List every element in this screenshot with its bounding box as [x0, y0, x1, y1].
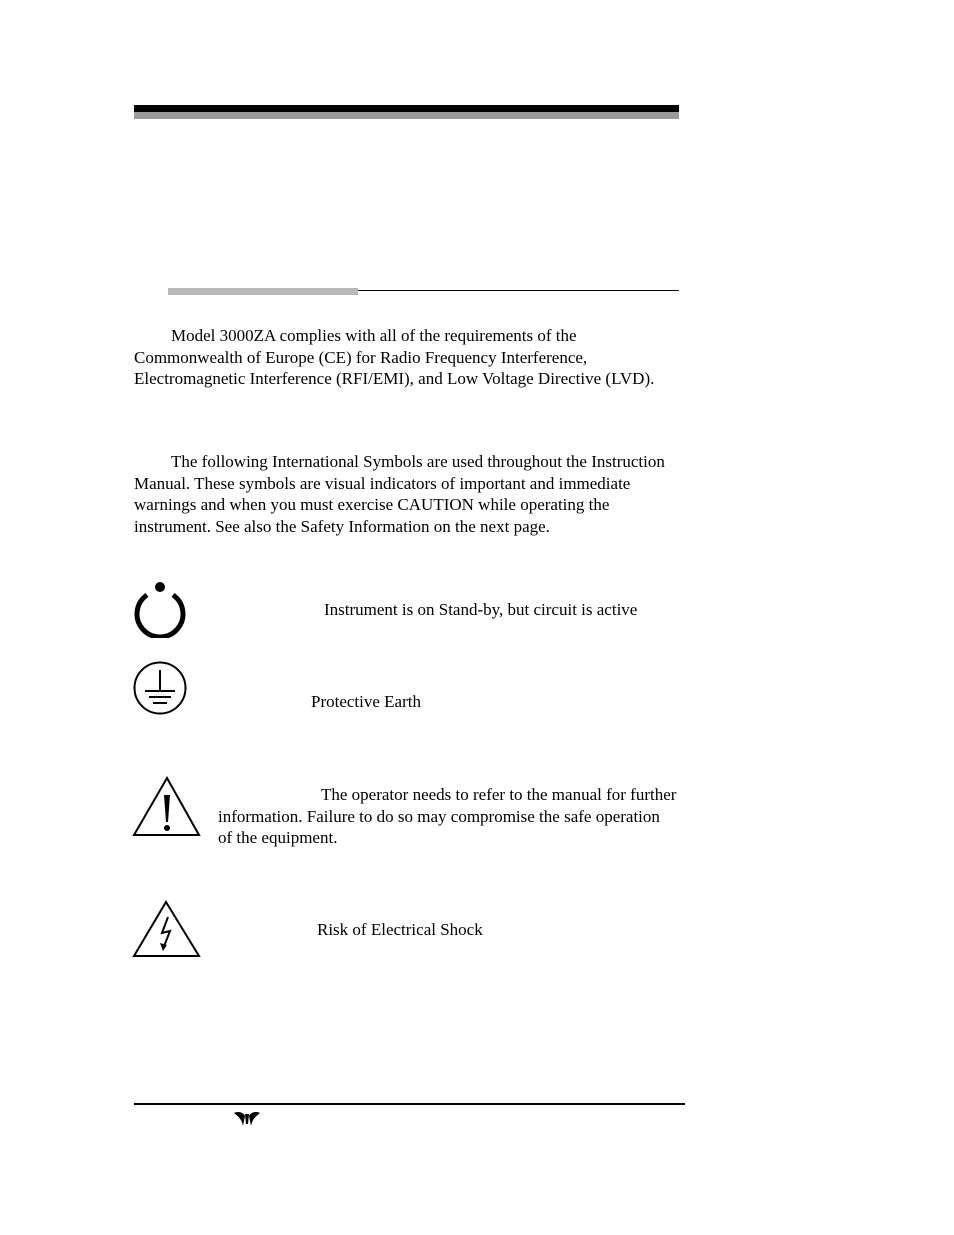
header-rule-gray [134, 112, 679, 119]
standby-label: Instrument is on Stand-by, but circuit is active [324, 600, 638, 619]
section-rule-line [358, 290, 679, 291]
caution-label: The operator needs to refer to the manual for further information. Failure to do so may compromise the safe operation of the equipment. [218, 785, 677, 847]
header-rule-black [134, 105, 679, 112]
teledyne-logo-icon [232, 1110, 262, 1128]
electrical-shock-label: Risk of Electrical Shock [317, 920, 483, 939]
section-rule-gray [168, 288, 358, 295]
protective-earth-icon [133, 660, 189, 716]
protective-earth-label: Protective Earth [311, 692, 421, 711]
symbols-intro-paragraph: The following International Symbols are used throughout the Instruction Manual. These symbols are visual indicators of important and immediate warnings and when you must exercise CAUTION while operating the instrument. See also the Safety Information on the next page. [134, 452, 665, 536]
standby-icon [133, 580, 187, 638]
electrical-shock-icon [132, 899, 202, 959]
compliance-paragraph: Model 3000ZA complies with all of the requirements of the Commonwealth of Europe (CE) for Radio Frequency Interference, Electromagnetic Interference (RFI/EMI), and Low Voltage Directive (LVD). [134, 326, 655, 388]
caution-exclamation-icon [132, 775, 202, 837]
footer-rule [134, 1103, 685, 1105]
